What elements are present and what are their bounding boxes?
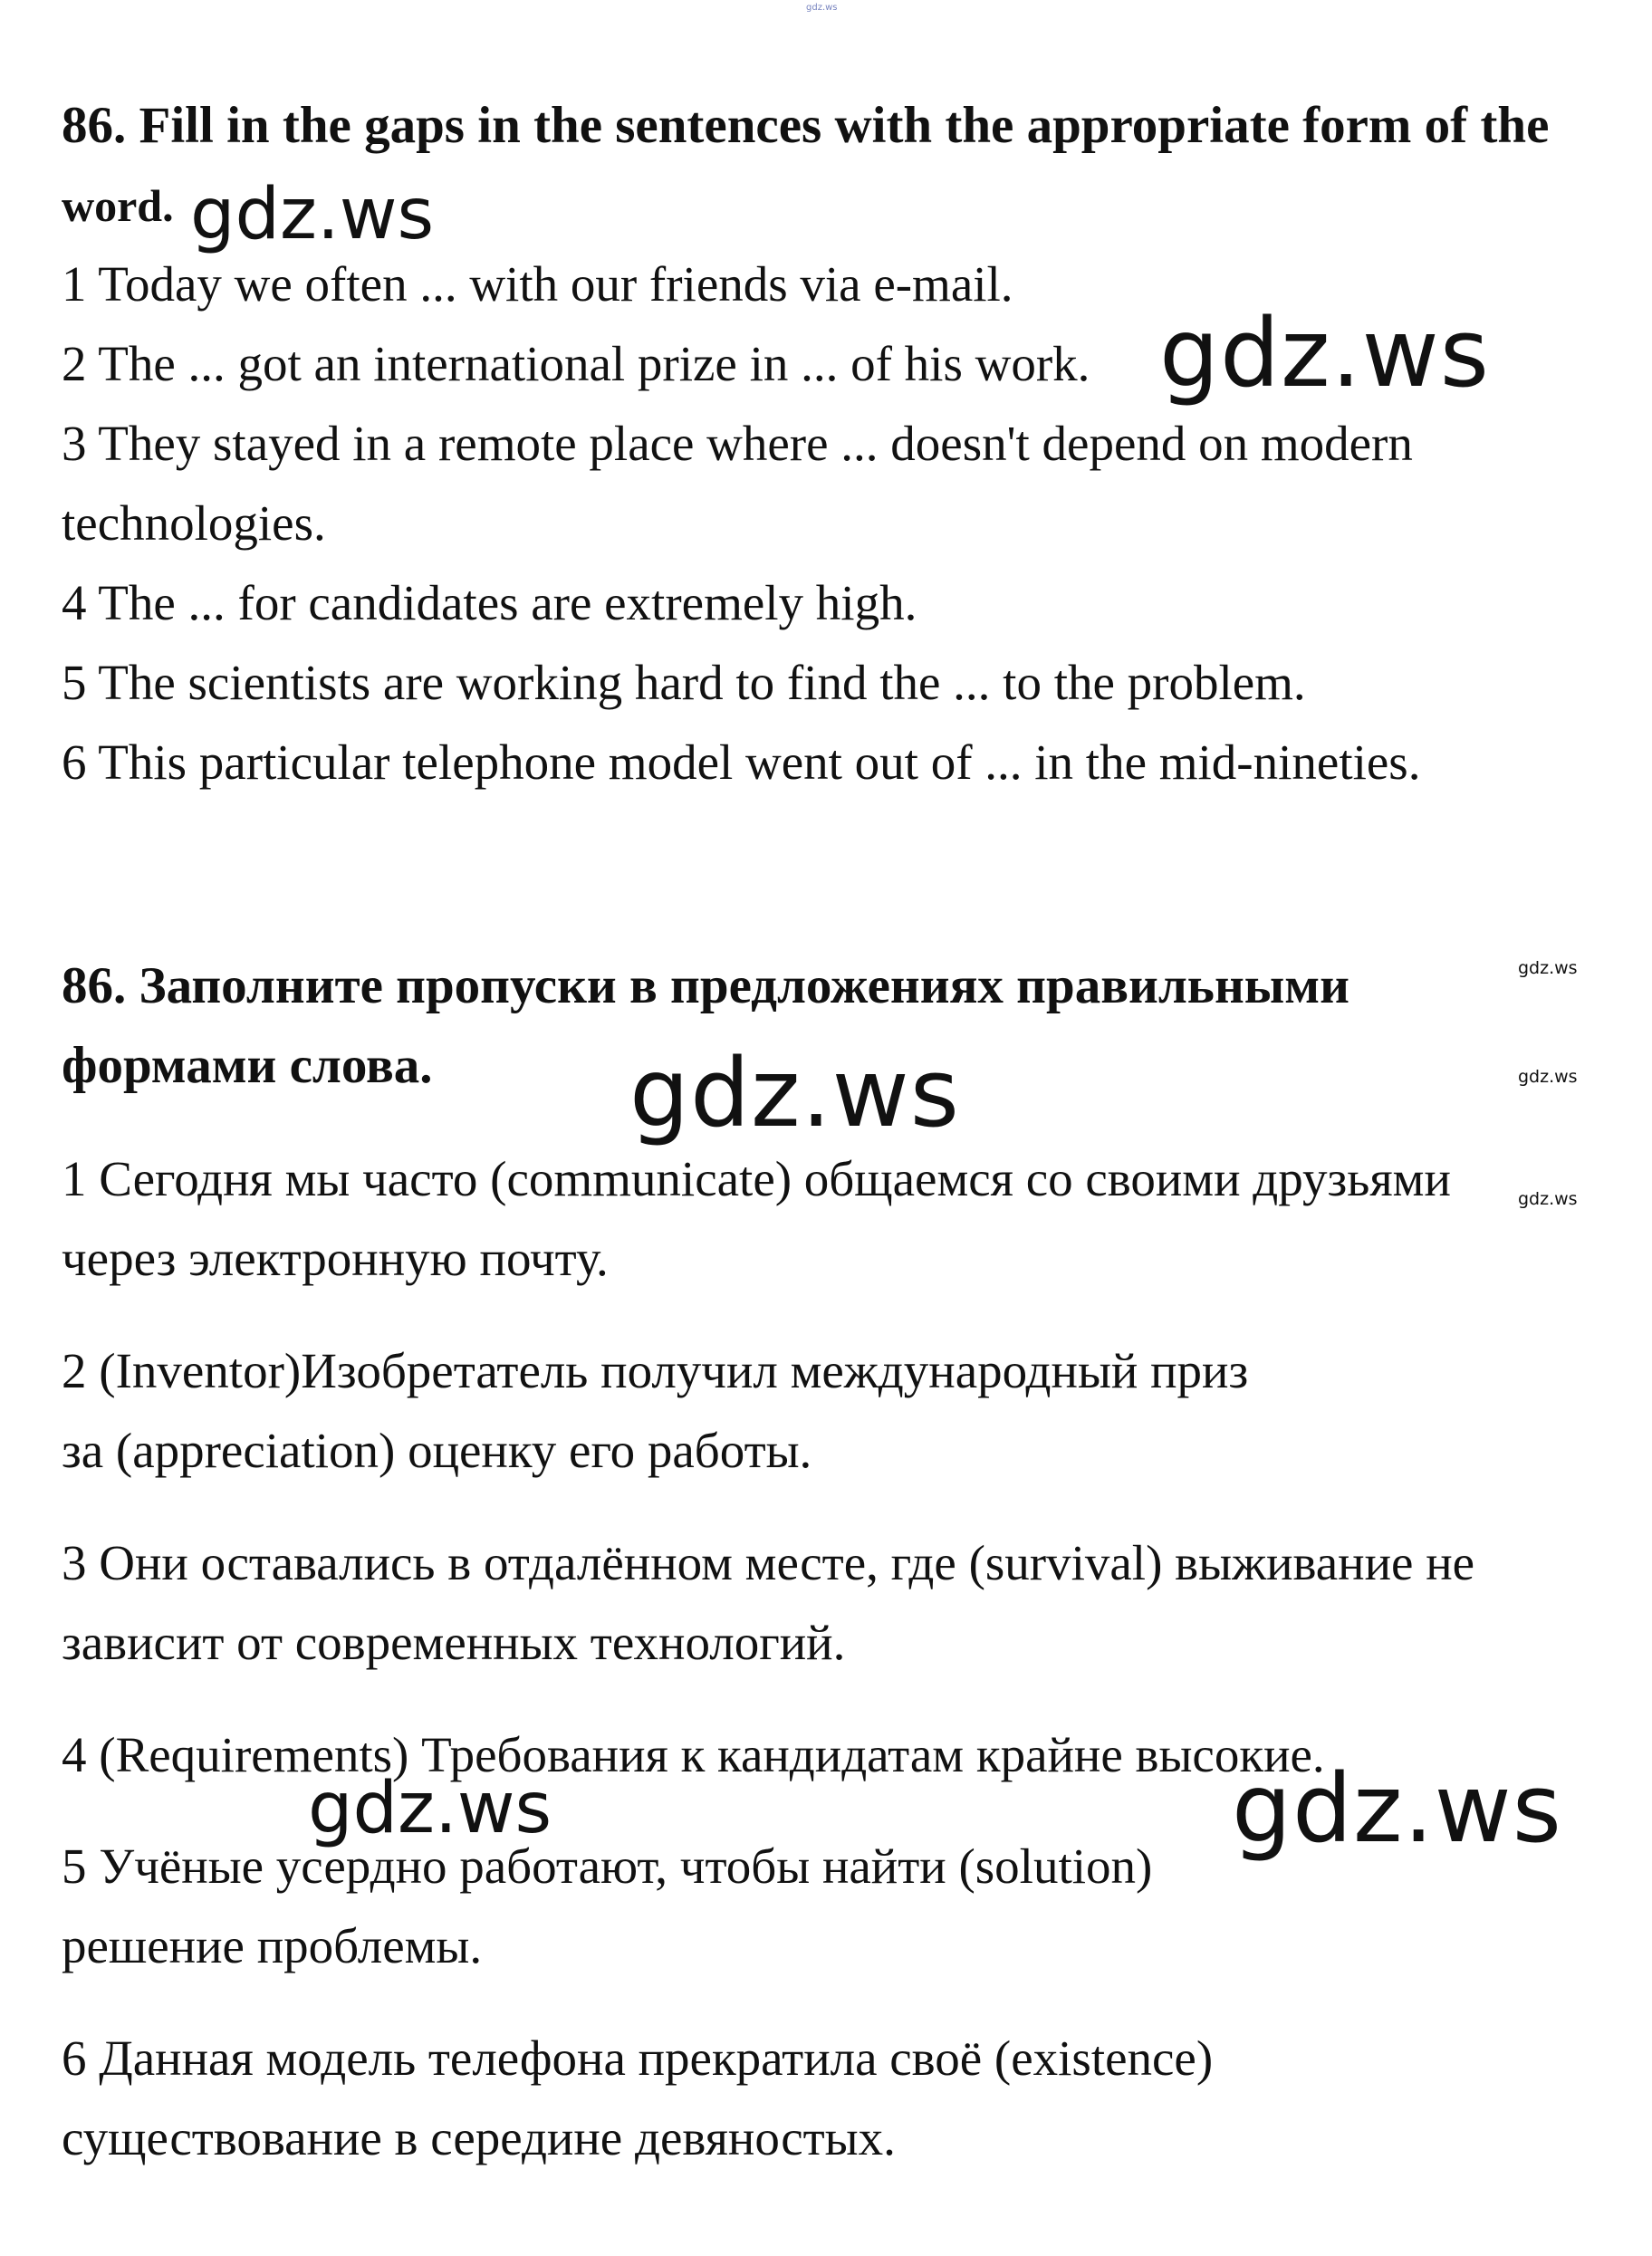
- english-heading-line1: 86. Fill in the gaps in the sentences with the appropriate form of the: [62, 97, 1550, 154]
- english-heading-line2: [62, 166, 174, 245]
- watermark-small-1: gdz.ws: [1518, 958, 1578, 978]
- english-sentence-3: 3 They stayed in a remote place where ... doesn't depend on modern: [62, 416, 1413, 471]
- english-sentence-5: 5 The scientists are working hard to find the ... to the problem.: [62, 655, 1306, 710]
- watermark-large-5: gdz.ws: [1232, 1753, 1562, 1864]
- russian-sentence-6-cont: существование в середине девяностых.: [62, 2110, 896, 2165]
- english-sentence-2: 2 The ... got an international prize in ... of his work.: [62, 336, 1090, 391]
- russian-sentence-6: 6 Данная модель телефона прекратила своё (existence): [62, 2030, 1214, 2086]
- english-heading-word: word.: [62, 180, 174, 231]
- russian-sentence-3-cont: зависит от современных технологий.: [62, 1615, 846, 1670]
- watermark-large-1: gdz.ws: [190, 174, 435, 255]
- watermark-large-4: gdz.ws: [308, 1768, 552, 1849]
- watermark-top: gdz.ws: [806, 3, 838, 13]
- english-sentence-6: 6 This particular telephone model went out of ... in the mid-nineties.: [62, 734, 1421, 790]
- russian-heading-line1: 86. Заполните пропуски в предложениях правильными: [62, 957, 1349, 1014]
- russian-sentence-4: 4 (Requirements) Требования к кандидатам крайне высокие.: [62, 1727, 1325, 1782]
- russian-sentence-3: 3 Они оставались в отдалённом месте, где (survival) выживание не: [62, 1535, 1475, 1590]
- russian-sentence-2-cont: за (appreciation) оценку его работы.: [62, 1423, 812, 1478]
- watermark-small-3: gdz.ws: [1518, 1189, 1578, 1209]
- russian-heading-line2: формами слова.: [62, 1037, 433, 1094]
- watermark-large-2: gdz.ws: [1159, 298, 1490, 408]
- watermark-large-3: gdz.ws: [629, 1038, 960, 1148]
- russian-sentence-1-cont: через электронную почту.: [62, 1231, 609, 1286]
- russian-sentence-5-cont: решение проблемы.: [62, 1918, 483, 1973]
- english-sentence-3-cont: technologies.: [62, 495, 326, 551]
- english-sentence-4: 4 The ... for candidates are extremely high.: [62, 575, 917, 630]
- russian-sentence-5: 5 Учёные усердно работают, чтобы найти (solution): [62, 1838, 1153, 1894]
- russian-sentence-1: 1 Сегодня мы часто (communicate) общаемся со своими друзьями: [62, 1151, 1451, 1206]
- russian-sentence-2: 2 (Inventor)Изобретатель получил международный приз: [62, 1343, 1249, 1398]
- watermark-small-2: gdz.ws: [1518, 1067, 1578, 1087]
- english-sentence-1: 1 Today we often ... with our friends via e-mail.: [62, 256, 1013, 312]
